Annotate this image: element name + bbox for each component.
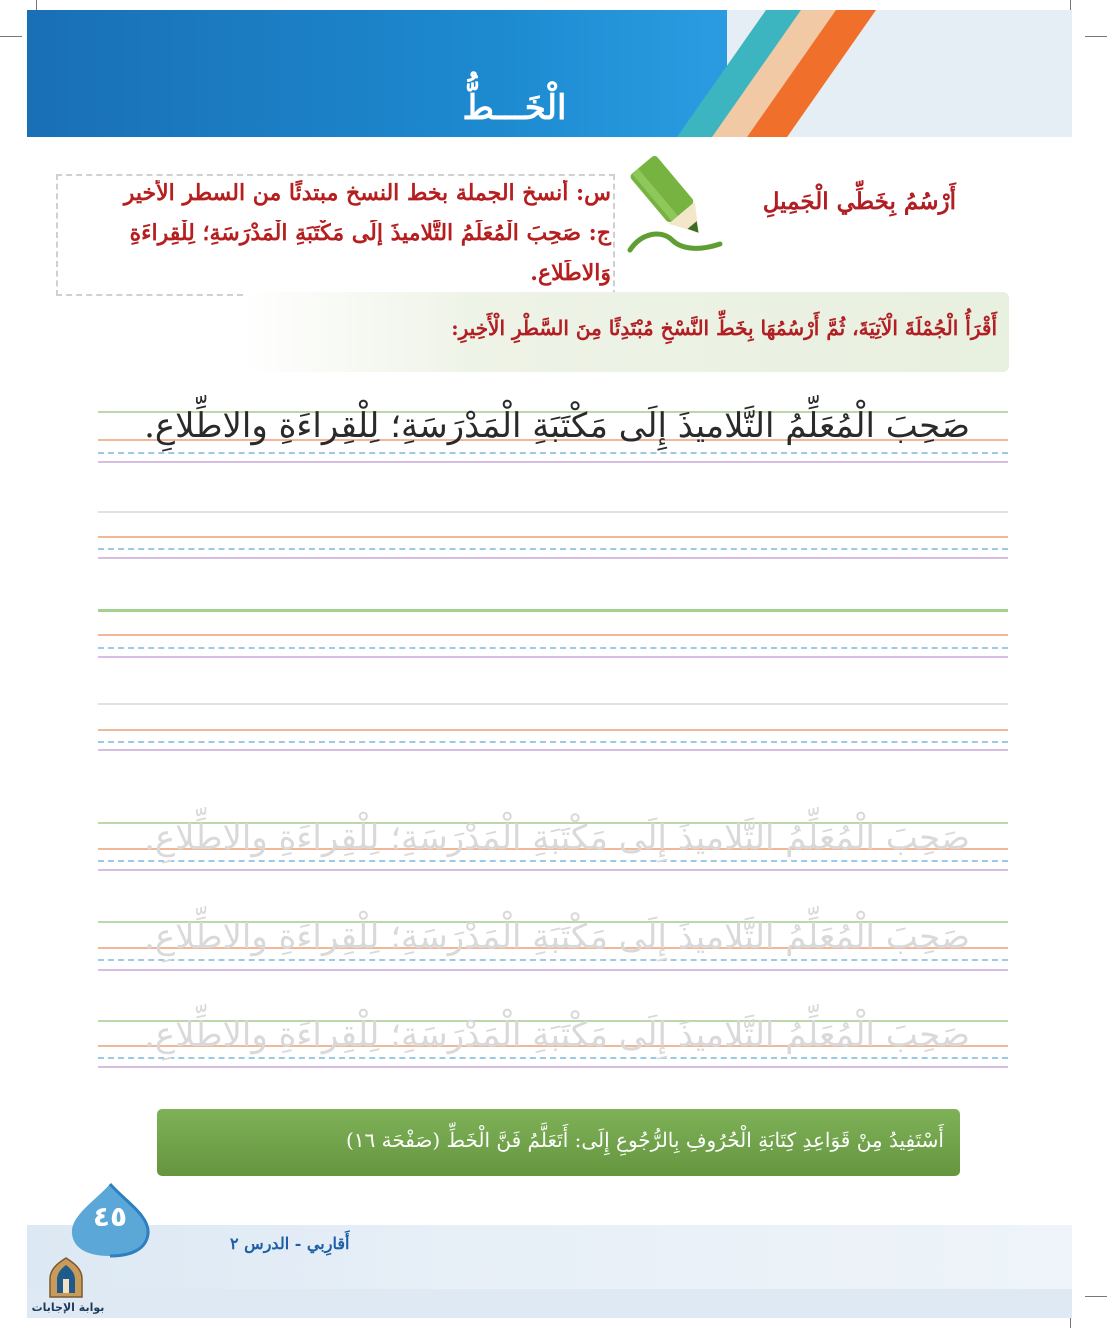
- instruction-bar: [243, 292, 1009, 372]
- page-number: ٤٥: [92, 1200, 128, 1233]
- tip-bar: [157, 1109, 960, 1176]
- writing-line[interactable]: [98, 729, 1008, 731]
- answer-line-1: ج: صَحِبَ الْمُعَلِّمُ التَّلاميذَ إِلَى مَكْتَبَةِ الْمَدْرَسَةِ؛ لِلْقِراءَةِ: [129, 220, 611, 246]
- instruction-text: أَقْرَأُ الْجُمْلَةَ الْآتِيَةَ، ثُمَّ أَرْسُمُهَا بِخَطِّ النَّسْخِ مُبْتَدِئًا مِنَ السَّطْرِ الْأَخِيرِ:: [451, 316, 997, 340]
- writing-line[interactable]: [98, 749, 1008, 751]
- page-title: الْخَـــطُّ: [462, 88, 567, 128]
- trace-line: [98, 860, 1008, 862]
- writing-line[interactable]: [98, 634, 1008, 636]
- logo-text: بوابة الإجابات: [31, 1301, 105, 1314]
- writing-line[interactable]: [98, 557, 1008, 559]
- trace-sentence[interactable]: صَحِبَ الْمُعَلِّمُ التَّلاميذَ إِلَى مَكْتَبَةِ الْمَدْرَسَةِ؛ لِلْقِراءَةِ والاطِّلاعِ.: [144, 1015, 970, 1055]
- pencil-icon: [622, 152, 726, 258]
- trace-line: [98, 1057, 1008, 1059]
- footer-band: [27, 1225, 1072, 1289]
- trace-line: [98, 969, 1008, 971]
- guide-line: [98, 461, 1008, 463]
- model-sentence: صَحِبَ الْمُعَلِّمُ التَّلاميذَ إِلَى مَكْتَبَةِ الْمَدْرَسَةِ؛ لِلْقِراءَةِ والاطِّلاعِ.: [144, 406, 970, 446]
- trace-sentence[interactable]: صَحِبَ الْمُعَلِّمُ التَّلاميذَ إِلَى مَكْتَبَةِ الْمَدْرَسَةِ؛ لِلْقِراءَةِ والاطِّلاعِ.: [144, 917, 970, 957]
- trace-line: [98, 1066, 1008, 1068]
- lesson-label: أَقارِبي - الدرس ٢: [230, 1234, 350, 1253]
- writing-line[interactable]: [98, 647, 1008, 649]
- writing-line[interactable]: [98, 609, 1008, 612]
- mosque-logo-icon: [44, 1255, 88, 1299]
- trace-sentence[interactable]: صَحِبَ الْمُعَلِّمُ التَّلاميذَ إِلَى مَكْتَبَةِ الْمَدْرَسَةِ؛ لِلْقِراءَةِ والاطِّلاعِ.: [144, 818, 970, 858]
- tip-text: أَسْتَفِيدُ مِنْ قَوَاعِدِ كِتَابَةِ الْحُرُوفِ بِالرُّجُوعِ إِلَى: أَتَعَلَّمُ فَنَّ الْخَطِّ (صَفْحَة ١٦): [345, 1128, 944, 1152]
- header-banner: [27, 10, 1072, 137]
- crop-mark: [0, 36, 22, 37]
- writing-line[interactable]: [98, 741, 1008, 743]
- question-text: س: أنسخ الجملة بخط النسخ مبتدئًا من السطر الأخير: [123, 180, 611, 206]
- writing-line[interactable]: [98, 548, 1008, 550]
- writing-line[interactable]: [98, 656, 1008, 658]
- guide-line: [98, 452, 1008, 454]
- trace-line: [98, 959, 1008, 961]
- answer-box: [56, 174, 615, 296]
- trace-line: [98, 869, 1008, 871]
- writing-line[interactable]: [98, 536, 1008, 538]
- crop-mark: [1085, 36, 1107, 37]
- answer-line-2: وَالاطِّلاعِ.: [530, 260, 611, 286]
- writing-line[interactable]: [98, 511, 1008, 513]
- writing-line[interactable]: [98, 703, 1008, 705]
- crop-mark: [1085, 1296, 1107, 1297]
- write-label: أَرْسُمُ بِخَطِّي الْجَمِيلِ: [762, 188, 956, 215]
